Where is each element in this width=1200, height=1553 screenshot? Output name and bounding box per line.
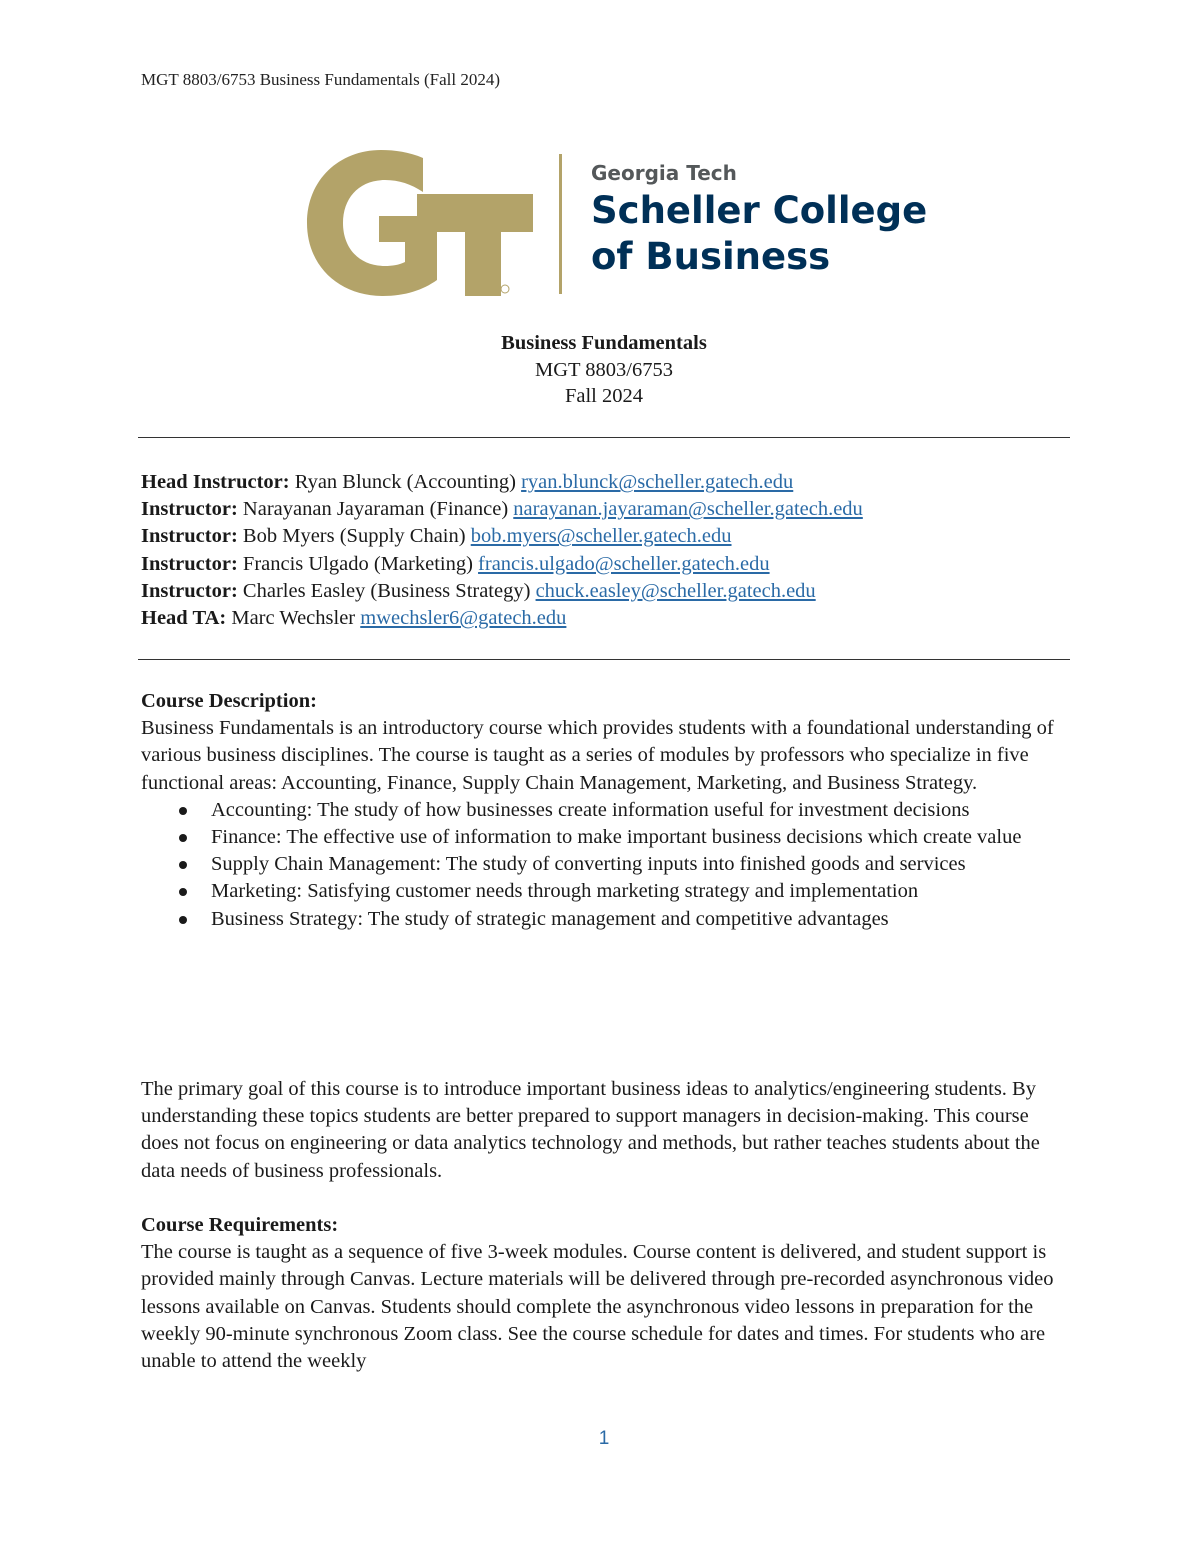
logo-wordmark bbox=[591, 158, 927, 280]
bullet-icon bbox=[179, 834, 187, 842]
bullet-icon bbox=[179, 807, 187, 815]
staff-name: Charles Easley (Business Strategy) bbox=[242, 579, 531, 602]
bullet-icon bbox=[179, 861, 187, 869]
staff-role: Instructor: bbox=[141, 498, 238, 521]
course-term: Fall 2024 bbox=[564, 385, 644, 407]
section-heading: Course Description: bbox=[141, 690, 317, 712]
requirements-paragraph: The course is taught as a sequence of five 3-week modules. Course content is delivered, and student support is provided mainly through Canvas. Lecture materials will be delivered through pre-recorded asynchronous video lessons available on Canvas. Students should complete the asynchronous video lessons in preparation for the weekly 90-minute synchronous Zoom class. See the course schedule for dates and times. For students who are unable to attend the weekly bbox=[141, 1241, 1054, 1373]
staff-list bbox=[141, 469, 863, 632]
bullet-icon bbox=[179, 916, 187, 924]
gt-monogram-icon bbox=[305, 150, 537, 296]
course-goal-section bbox=[141, 1076, 1061, 1185]
logo-org-name: Georgia Tech bbox=[591, 161, 737, 185]
staff-email-link[interactable]: francis.ulgado@scheller.gatech.edu bbox=[478, 552, 770, 575]
course-title: Business Fundamentals bbox=[501, 332, 707, 354]
staff-role: Instructor: bbox=[141, 579, 238, 602]
staff-email-link[interactable]: ryan.blunck@scheller.gatech.edu bbox=[521, 471, 794, 493]
divider-bottom bbox=[138, 659, 1070, 660]
scheller-logo bbox=[305, 150, 928, 298]
staff-name: Narayanan Jayaraman (Finance) bbox=[242, 498, 509, 521]
staff-row bbox=[141, 605, 863, 632]
staff-row bbox=[141, 523, 863, 550]
title-block bbox=[0, 330, 1200, 410]
list-item bbox=[211, 797, 1061, 824]
staff-name: Bob Myers (Supply Chain) bbox=[242, 525, 466, 548]
staff-row bbox=[141, 469, 863, 496]
section-heading: Course Requirements: bbox=[141, 1214, 339, 1236]
logo-college-line-2: of Business bbox=[591, 235, 831, 278]
staff-email-link[interactable]: chuck.easley@scheller.gatech.edu bbox=[535, 579, 816, 602]
course-description-section bbox=[141, 688, 1061, 933]
staff-row bbox=[141, 551, 863, 578]
logo-divider bbox=[559, 154, 562, 294]
course-requirements-section bbox=[141, 1212, 1061, 1375]
list-item bbox=[211, 824, 1061, 851]
staff-role: Head Instructor: bbox=[141, 471, 290, 493]
page-number: 1 bbox=[598, 1428, 610, 1449]
list-item bbox=[211, 906, 1061, 933]
logo-college-line-1: Scheller College bbox=[591, 189, 928, 232]
staff-name: Ryan Blunck (Accounting) bbox=[294, 471, 516, 493]
list-item bbox=[211, 878, 1061, 905]
staff-email-link[interactable]: mwechsler6@gatech.edu bbox=[360, 607, 567, 630]
staff-row bbox=[141, 496, 863, 523]
divider-top bbox=[138, 437, 1070, 438]
module-text: Accounting: The study of how businesses create information useful for investment decisions bbox=[211, 798, 970, 821]
staff-role: Head TA: bbox=[141, 607, 227, 630]
module-list bbox=[141, 797, 1061, 933]
staff-name: Francis Ulgado (Marketing) bbox=[242, 552, 473, 575]
module-text: Finance: The effective use of information to make important business decisions which create value bbox=[211, 826, 1022, 849]
module-text: Business Strategy: The study of strategic management and competitive advantages bbox=[211, 907, 889, 930]
goal-paragraph: The primary goal of this course is to introduce important business ideas to analytics/engineering students. By understanding these topics students are better prepared to support managers in decision-making. This course does not focus on engineering or data analytics technology and methods, but rather teaches students about the data needs of business professionals. bbox=[141, 1078, 1040, 1182]
module-text: Supply Chain Management: The study of converting inputs into finished goods and services bbox=[211, 853, 966, 876]
staff-email-link[interactable]: narayanan.jayaraman@scheller.gatech.edu bbox=[513, 498, 863, 521]
description-paragraph: Business Fundamentals is an introductory course which provides students with a foundational understanding of various business disciplines. The course is taught as a series of modules by professors who specialize in five functional areas: Accounting, Finance, Supply Chain Management, Marketing, and Business Strategy. bbox=[141, 717, 1054, 794]
staff-name: Marc Wechsler bbox=[231, 607, 356, 630]
running-header: MGT 8803/6753 Business Fundamentals (Fall 2024) bbox=[141, 70, 501, 89]
staff-role: Instructor: bbox=[141, 525, 238, 548]
course-code: MGT 8803/6753 bbox=[534, 358, 673, 381]
staff-row bbox=[141, 578, 863, 605]
bullet-icon bbox=[179, 888, 187, 896]
staff-role: Instructor: bbox=[141, 552, 238, 575]
module-text: Marketing: Satisfying customer needs through marketing strategy and implementation bbox=[211, 880, 919, 903]
staff-email-link[interactable]: bob.myers@scheller.gatech.edu bbox=[470, 525, 732, 548]
list-item bbox=[211, 851, 1061, 878]
